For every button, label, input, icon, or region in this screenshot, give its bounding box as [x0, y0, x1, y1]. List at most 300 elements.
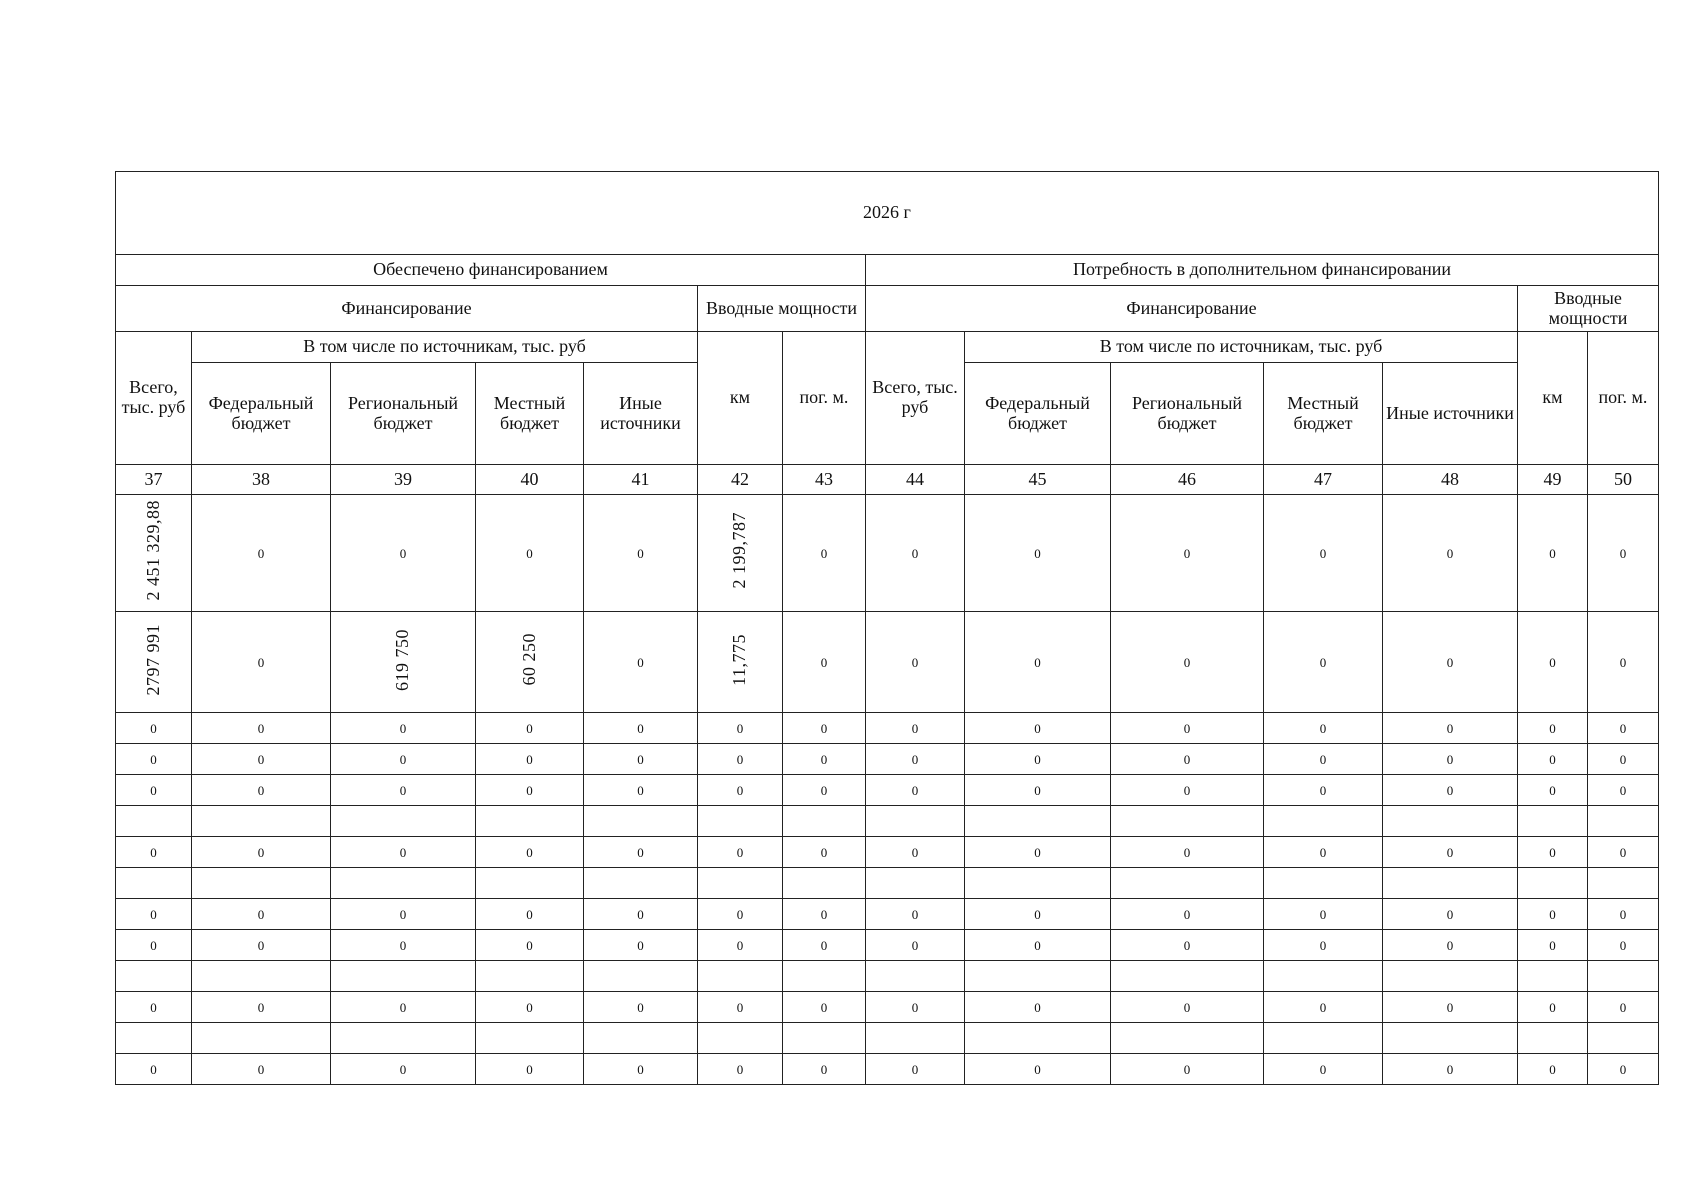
cell-value: 0 [1446, 546, 1454, 562]
cell-value: 0 [1183, 845, 1191, 861]
table-cell [476, 899, 584, 930]
cell-value: 0 [526, 907, 533, 923]
cell-value: 0 [526, 1000, 533, 1016]
cell-value: 0 [526, 1062, 533, 1078]
table-cell [476, 992, 584, 1023]
column-number: 42 [698, 465, 783, 495]
table-cell [331, 775, 476, 806]
cell-value: 0 [526, 938, 533, 954]
cell-value: 0 [820, 546, 828, 562]
table-cell [1111, 1054, 1264, 1085]
table-cell [1111, 961, 1264, 992]
table-cell [866, 1054, 965, 1085]
cell-value: 0 [150, 783, 157, 799]
cell-value: 0 [1549, 752, 1556, 768]
table-cell [965, 868, 1111, 899]
cell-value: 0 [150, 938, 157, 954]
cell-value: 0 [399, 845, 407, 861]
table-cell [783, 1023, 866, 1054]
cell-value: 0 [1446, 721, 1454, 737]
cell-value: 0 [1319, 546, 1327, 562]
table-cell [476, 868, 584, 899]
cell-value: 0 [637, 655, 644, 671]
table-cell [1588, 961, 1659, 992]
table-cell [965, 899, 1111, 930]
cell-value: 0 [911, 752, 919, 768]
cell-value: 0 [820, 752, 828, 768]
cell-value: 0 [1034, 1062, 1041, 1078]
table-cell [1518, 868, 1588, 899]
table-cell [1383, 1054, 1518, 1085]
table-cell [1518, 930, 1588, 961]
cell-value: 0 [526, 783, 533, 799]
cell-value: 0 [1619, 546, 1627, 562]
cell-value: 2 451 329,88 [142, 500, 163, 601]
table-cell [192, 775, 331, 806]
cell-value: 0 [637, 1000, 644, 1016]
table-cell [1518, 992, 1588, 1023]
table-cell [192, 806, 331, 837]
cell-value: 0 [1183, 783, 1191, 799]
table-cell [192, 713, 331, 744]
cell-value: 0 [1549, 845, 1556, 861]
table-cell [783, 930, 866, 961]
cell-value: 0 [1619, 752, 1627, 768]
table-cell [1111, 775, 1264, 806]
cell-value: 0 [1183, 721, 1191, 737]
cell-value: 0 [911, 1000, 919, 1016]
cell-value: 0 [257, 1062, 265, 1078]
table-cell [1264, 1023, 1383, 1054]
col-km-right: км [1518, 332, 1588, 465]
table-cell [866, 930, 965, 961]
table-cell [476, 930, 584, 961]
cell-value: 0 [526, 752, 533, 768]
table-cell [1383, 868, 1518, 899]
cell-value: 0 [1183, 907, 1191, 923]
cell-value: 0 [637, 721, 644, 737]
cell-value: 60 250 [518, 633, 539, 686]
cell-value: 0 [1034, 938, 1041, 954]
table-cell [1588, 495, 1659, 612]
table-cell [331, 992, 476, 1023]
cell-value: 0 [736, 721, 744, 737]
table-row [116, 992, 1659, 1023]
table-cell [1111, 612, 1264, 713]
table-row [116, 1023, 1659, 1054]
table-row [116, 806, 1659, 837]
cell-value: 0 [526, 721, 533, 737]
table-cell [1111, 744, 1264, 775]
financing-header-left: Финансирование [116, 286, 698, 332]
table-cell [698, 713, 783, 744]
cell-value: 0 [637, 845, 644, 861]
table-cell [1518, 612, 1588, 713]
cell-value: 0 [1549, 546, 1556, 562]
cell-value: 0 [911, 783, 919, 799]
table-cell [192, 612, 331, 713]
column-number-row [116, 465, 1659, 495]
table-cell [116, 899, 192, 930]
cell-value: 0 [1549, 1062, 1556, 1078]
table-cell [584, 868, 698, 899]
col-regional-right: Региональный бюджет [1111, 363, 1264, 465]
table-cell [584, 899, 698, 930]
table-cell [584, 612, 698, 713]
table-cell [783, 961, 866, 992]
table-cell [584, 713, 698, 744]
cell-value: 0 [637, 938, 644, 954]
table-cell [1518, 775, 1588, 806]
table-row [116, 899, 1659, 930]
table-cell [1264, 961, 1383, 992]
table-cell [1111, 713, 1264, 744]
financing-header-right: Финансирование [866, 286, 1518, 332]
cell-value: 0 [820, 721, 828, 737]
column-number: 38 [192, 465, 331, 495]
cell-value: 0 [820, 655, 828, 671]
table-row [116, 961, 1659, 992]
table-cell [965, 775, 1111, 806]
table-cell [698, 806, 783, 837]
table-cell [1518, 713, 1588, 744]
cell-value: 0 [1183, 655, 1191, 671]
cell-value: 0 [1446, 1062, 1454, 1078]
table-cell [116, 713, 192, 744]
table-cell [783, 868, 866, 899]
cell-value: 0 [736, 1000, 744, 1016]
table-cell [698, 612, 783, 713]
table-cell [192, 1023, 331, 1054]
table-cell [1111, 495, 1264, 612]
cell-value: 0 [1549, 783, 1556, 799]
table-cell [698, 899, 783, 930]
column-number: 48 [1383, 465, 1518, 495]
table-cell [476, 1054, 584, 1085]
table-cell [476, 713, 584, 744]
cell-value: 0 [637, 546, 644, 562]
col-pog-right: пог. м. [1588, 332, 1659, 465]
cell-value: 0 [911, 907, 919, 923]
cell-value: 0 [637, 783, 644, 799]
col-total-left: Всего, тыс. руб [116, 332, 192, 465]
table-cell [866, 713, 965, 744]
table-cell [1383, 899, 1518, 930]
table-cell [1383, 1023, 1518, 1054]
cell-value: 0 [1319, 1000, 1327, 1016]
table-cell [1264, 713, 1383, 744]
cell-value: 0 [1619, 783, 1627, 799]
cell-value: 0 [736, 752, 744, 768]
cell-value: 0 [150, 845, 157, 861]
table-cell [584, 930, 698, 961]
table-cell [698, 775, 783, 806]
table-cell [1111, 992, 1264, 1023]
capacity-header-left: Вводные мощности [698, 286, 866, 332]
cell-value: 0 [1319, 845, 1327, 861]
table-cell [866, 837, 965, 868]
table-cell [1588, 806, 1659, 837]
column-number: 37 [116, 465, 192, 495]
table-cell [1383, 495, 1518, 612]
cell-value: 0 [399, 721, 407, 737]
cell-value: 0 [1034, 655, 1041, 671]
cell-value: 0 [1034, 845, 1041, 861]
table-cell [965, 495, 1111, 612]
table-cell [192, 1054, 331, 1085]
column-number: 46 [1111, 465, 1264, 495]
cell-value: 0 [150, 721, 157, 737]
table-cell [698, 495, 783, 612]
cell-value: 0 [1034, 721, 1041, 737]
table-cell [192, 495, 331, 612]
cell-value: 0 [911, 546, 919, 562]
table-row [116, 744, 1659, 775]
table-cell [476, 837, 584, 868]
cell-value: 0 [526, 845, 533, 861]
cell-value: 0 [399, 1062, 407, 1078]
cell-value: 0 [399, 1000, 407, 1016]
table-cell [965, 612, 1111, 713]
cell-value: 0 [257, 907, 265, 923]
table-cell [331, 495, 476, 612]
table-cell [584, 806, 698, 837]
table-cell [331, 713, 476, 744]
cell-value: 0 [1183, 546, 1191, 562]
table-cell [1111, 837, 1264, 868]
column-number: 45 [965, 465, 1111, 495]
table-cell [1518, 806, 1588, 837]
table-row [116, 837, 1659, 868]
table-cell [1588, 1023, 1659, 1054]
table-cell [1383, 930, 1518, 961]
column-number: 49 [1518, 465, 1588, 495]
cell-value: 0 [1619, 721, 1627, 737]
table-cell [1264, 1054, 1383, 1085]
table-cell [965, 930, 1111, 961]
table-cell [965, 1054, 1111, 1085]
table-cell [331, 961, 476, 992]
table-cell [866, 1023, 965, 1054]
cell-value: 0 [911, 655, 919, 671]
table-cell [1264, 992, 1383, 1023]
cell-value: 0 [1319, 907, 1327, 923]
table-cell [331, 868, 476, 899]
table-cell [331, 612, 476, 713]
cell-value: 2 199,787 [729, 512, 750, 589]
table-cell [116, 775, 192, 806]
table-cell [1383, 775, 1518, 806]
cell-value: 11,775 [729, 633, 750, 686]
table-cell [698, 837, 783, 868]
cell-value: 0 [820, 1000, 828, 1016]
table-cell [1588, 612, 1659, 713]
table-cell [866, 806, 965, 837]
cell-value: 0 [1183, 1062, 1191, 1078]
table-cell [783, 837, 866, 868]
cell-value: 0 [1619, 655, 1627, 671]
cell-value: 0 [1619, 1062, 1627, 1078]
cell-value: 0 [1319, 655, 1327, 671]
table-row [116, 1054, 1659, 1085]
cell-value: 0 [820, 907, 828, 923]
table-cell [116, 992, 192, 1023]
cell-value: 0 [257, 546, 265, 562]
cell-value: 0 [257, 1000, 265, 1016]
table-cell [1264, 806, 1383, 837]
table-cell [1518, 837, 1588, 868]
table-cell [584, 992, 698, 1023]
table-cell [192, 744, 331, 775]
table-cell [1264, 495, 1383, 612]
cell-value: 0 [1549, 721, 1556, 737]
table-cell [1264, 899, 1383, 930]
column-number: 39 [331, 465, 476, 495]
table-cell [783, 992, 866, 1023]
cell-value: 0 [1619, 907, 1627, 923]
table-cell [866, 775, 965, 806]
group-secured-header: Обеспечено финансированием [116, 255, 866, 286]
table-cell [866, 992, 965, 1023]
table-cell [584, 1054, 698, 1085]
table-cell [331, 899, 476, 930]
table-cell [1518, 961, 1588, 992]
table-cell [116, 495, 192, 612]
col-regional-left: Региональный бюджет [331, 363, 476, 465]
cell-value: 0 [1446, 655, 1454, 671]
column-number: 40 [476, 465, 584, 495]
cell-value: 0 [1446, 1000, 1454, 1016]
financing-table [115, 171, 1659, 1085]
table-cell [584, 744, 698, 775]
cell-value: 0 [399, 938, 407, 954]
cell-value: 0 [1319, 783, 1327, 799]
cell-value: 0 [820, 845, 828, 861]
by-sources-header-right: В том числе по источникам, тыс. руб [965, 332, 1518, 363]
table-cell [698, 744, 783, 775]
cell-value: 0 [1034, 752, 1041, 768]
table-cell [1111, 868, 1264, 899]
table-cell [192, 899, 331, 930]
table-cell [1264, 868, 1383, 899]
cell-value: 2797 991 [142, 623, 163, 696]
table-cell [1518, 1023, 1588, 1054]
table-row [116, 868, 1659, 899]
cell-value: 0 [257, 721, 265, 737]
table-cell [331, 744, 476, 775]
cell-value: 0 [820, 783, 828, 799]
table-cell [698, 1054, 783, 1085]
table-cell [116, 612, 192, 713]
table-cell [965, 744, 1111, 775]
table-cell [1588, 899, 1659, 930]
column-number: 44 [866, 465, 965, 495]
table-cell [1111, 806, 1264, 837]
table-cell [584, 1023, 698, 1054]
table-cell [1111, 1023, 1264, 1054]
cell-value: 0 [911, 721, 919, 737]
cell-value: 0 [399, 907, 407, 923]
table-cell [1383, 612, 1518, 713]
table-cell [965, 806, 1111, 837]
table-cell [1111, 899, 1264, 930]
col-local-left: Местный бюджет [476, 363, 584, 465]
cell-value: 0 [1183, 1000, 1191, 1016]
cell-value: 0 [1034, 1000, 1041, 1016]
table-row [116, 930, 1659, 961]
col-total-right: Всего, тыс. руб [866, 332, 965, 465]
cell-value: 0 [150, 907, 157, 923]
table-cell [698, 868, 783, 899]
cell-value: 0 [1446, 845, 1454, 861]
table-cell [1518, 899, 1588, 930]
table-cell [192, 837, 331, 868]
table-cell [1588, 744, 1659, 775]
cell-value: 0 [820, 938, 828, 954]
cell-value: 0 [399, 752, 407, 768]
table-cell [116, 868, 192, 899]
table-cell [783, 744, 866, 775]
table-cell [192, 868, 331, 899]
cell-value: 0 [1549, 907, 1556, 923]
cell-value: 0 [150, 1062, 157, 1078]
table-cell [1264, 837, 1383, 868]
table-cell [965, 837, 1111, 868]
cell-value: 0 [1549, 655, 1556, 671]
table-cell [476, 612, 584, 713]
cell-value: 0 [399, 783, 407, 799]
table-cell [1383, 806, 1518, 837]
cell-value: 0 [911, 845, 919, 861]
cell-value: 0 [1549, 938, 1556, 954]
table-cell [965, 1023, 1111, 1054]
table-cell [866, 744, 965, 775]
table-cell [1264, 744, 1383, 775]
table-cell [116, 930, 192, 961]
table-cell [331, 1054, 476, 1085]
table-row [116, 495, 1659, 612]
table-cell [866, 612, 965, 713]
table-cell [1588, 992, 1659, 1023]
table-cell [1383, 713, 1518, 744]
table-row [116, 612, 1659, 713]
cell-value: 0 [257, 752, 265, 768]
cell-value: 0 [637, 1062, 644, 1078]
table-cell [584, 961, 698, 992]
capacity-header-right: Вводные мощности [1518, 286, 1659, 332]
cell-value: 0 [736, 907, 744, 923]
table-cell [1264, 612, 1383, 713]
cell-value: 0 [257, 783, 265, 799]
cell-value: 0 [911, 1062, 919, 1078]
table-cell [331, 837, 476, 868]
table-cell [698, 961, 783, 992]
table-cell [1588, 713, 1659, 744]
table-cell [476, 1023, 584, 1054]
cell-value: 0 [526, 546, 533, 562]
table-cell [331, 930, 476, 961]
cell-value: 0 [1319, 721, 1327, 737]
table-cell [1264, 930, 1383, 961]
cell-value: 0 [736, 938, 744, 954]
col-federal-right: Федеральный бюджет [965, 363, 1111, 465]
cell-value: 0 [1619, 938, 1627, 954]
cell-value: 0 [257, 655, 265, 671]
cell-value: 0 [150, 752, 157, 768]
table-cell [965, 992, 1111, 1023]
cell-value: 0 [736, 783, 744, 799]
table-cell [1383, 992, 1518, 1023]
